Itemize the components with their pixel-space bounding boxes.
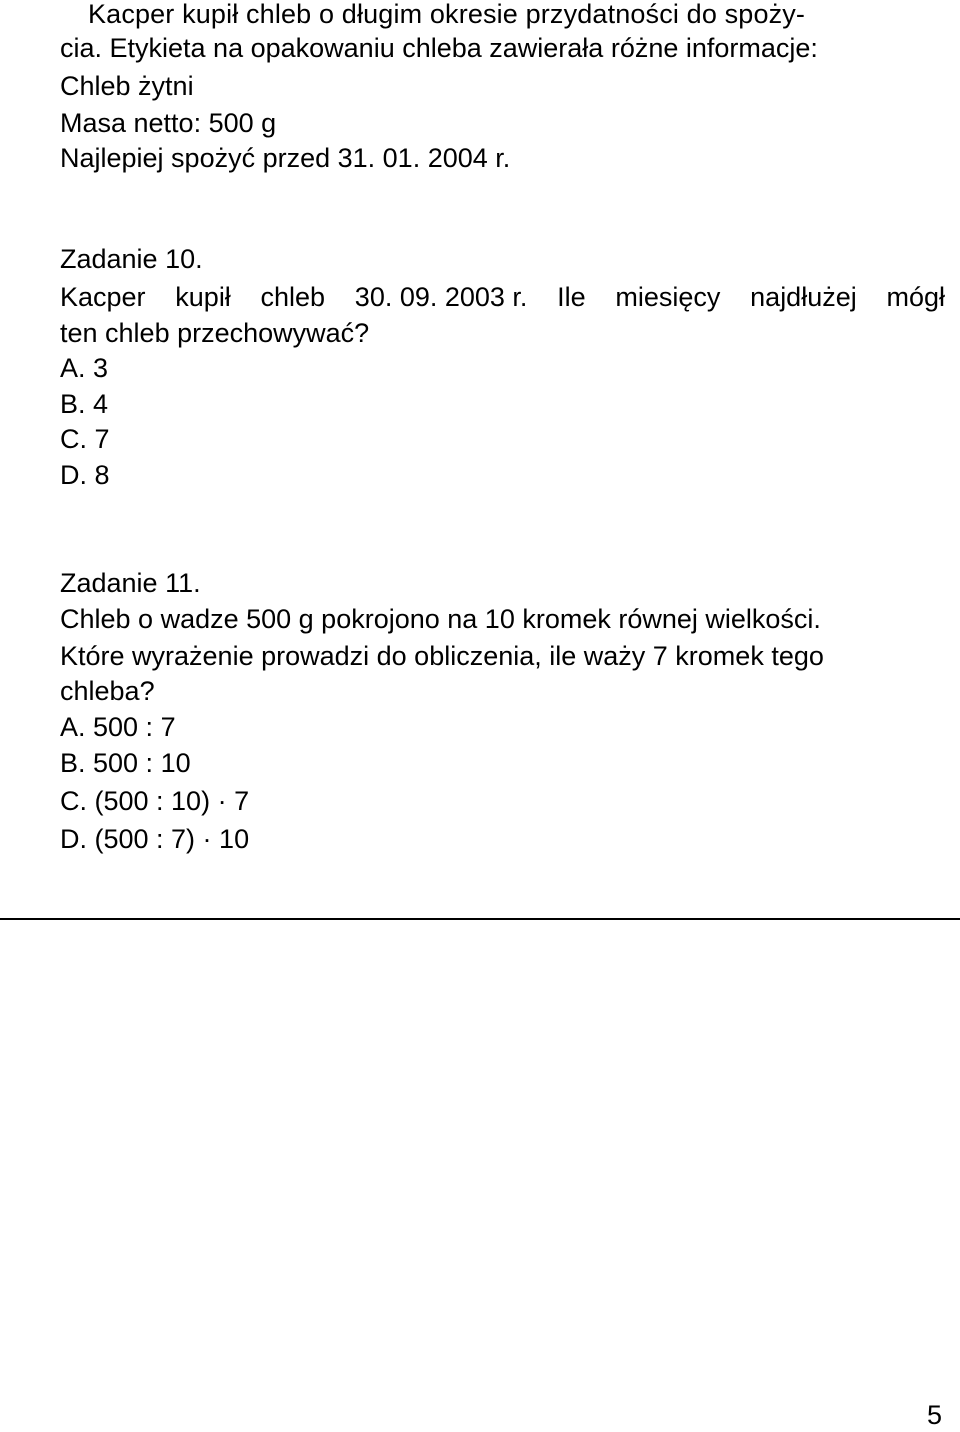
task10-option-c: C. 7 [60,424,110,454]
word: najdłużej [750,282,857,312]
task11-option-a: A. 500 : 7 [60,712,176,742]
task11-option-c: C. (500 : 10) · 7 [60,786,250,816]
task11-question-line-2: Które wyrażenie prowadzi do obliczenia, ile waży 7 kromek tego [60,641,824,671]
word: chleb [260,282,326,312]
task10-option-b: B. 4 [60,389,109,419]
task11-option-d: D. (500 : 7) · 10 [60,824,250,854]
word: 30. 09. 2003 r. [354,282,528,312]
task11-option-b: B. 500 : 10 [60,748,191,778]
task11-question-line-1: Chleb o wadze 500 g pokrojono na 10 kromek równej wielkości. [60,604,821,634]
label-line-3: Najlepiej spożyć przed 31. 01. 2004 r. [60,143,511,173]
word: kupił [175,282,231,312]
word: Ile [557,282,586,312]
task10-heading: Zadanie 10. [60,244,203,274]
word: mógł [886,282,945,312]
task10-option-a: A. 3 [60,353,109,383]
word: Kacper [60,282,146,312]
task10-question-line-1 [60,280,945,314]
label-line-2: Masa netto: 500 g [60,108,277,138]
label-line-1: Chleb żytni [60,71,194,101]
footer-divider [0,918,960,920]
intro-line-1: Kacper kupił chleb o długim okresie przydatności do spoży- [88,0,806,29]
task11-heading: Zadanie 11. [60,568,201,598]
page-number: 5 [926,1400,942,1430]
word: miesięcy [615,282,721,312]
intro-line-2: cia. Etykieta na opakowaniu chleba zawierała różne informacje: [60,33,818,63]
task11-question-line-3: chleba? [60,676,155,706]
task10-option-d: D. 8 [60,460,110,490]
task10-question-line-2: ten chleb przechowywać? [60,318,370,348]
